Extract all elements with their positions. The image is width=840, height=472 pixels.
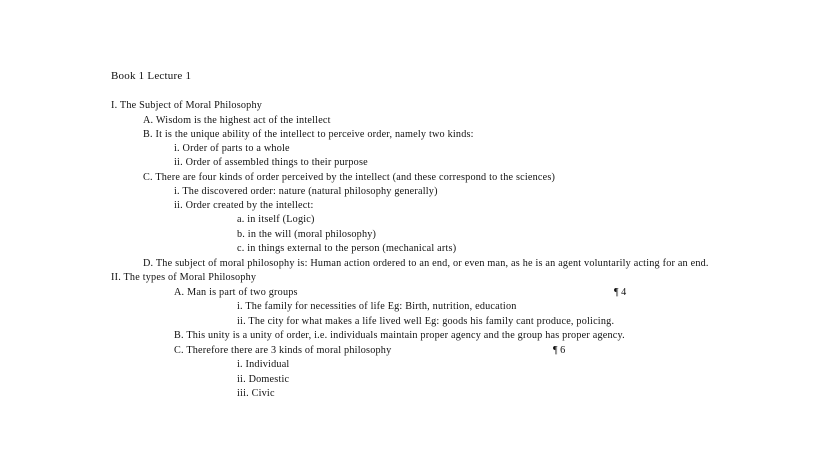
outline-item: ii. Domestic	[237, 374, 290, 385]
outline-item: c. in things external to the person (mechanical arts)	[237, 243, 457, 254]
outline-item: i. Individual	[237, 359, 290, 370]
outline-item: B. This unity is a unity of order, i.e. individuals maintain proper agency and the group has proper agency.	[174, 330, 625, 341]
outline-item: A. Man is part of two groups	[174, 287, 298, 298]
heading-part-1: I. The Subject of Moral Philosophy	[111, 100, 263, 111]
paragraph-mark: ¶ 4	[614, 287, 627, 298]
outline-item: i. The discovered order: nature (natural philosophy generally)	[174, 186, 438, 197]
outline-item: b. in the will (moral philosophy)	[237, 229, 377, 240]
outline-item: i. The family for necessities of life Eg: Birth, nutrition, education	[237, 301, 517, 312]
outline-item: A. Wisdom is the highest act of the intellect	[143, 115, 331, 126]
outline-item: ii. Order of assembled things to their purpose	[174, 157, 368, 168]
outline-item: C. Therefore there are 3 kinds of moral philosophy	[174, 345, 392, 356]
outline-item: C. There are four kinds of order perceived by the intellect (and these correspond to the sciences)	[143, 172, 556, 183]
outline-item: i. Order of parts to a whole	[174, 143, 290, 154]
outline-item: ii. Order created by the intellect:	[174, 200, 314, 211]
heading-part-2: II. The types of Moral Philosophy	[111, 272, 257, 283]
outline-item: ii. The city for what makes a life lived well Eg: goods his family cant produce, policing.	[237, 316, 615, 327]
outline-item: iii. Civic	[237, 388, 275, 399]
page-title: Book 1 Lecture 1	[111, 70, 192, 82]
paragraph-mark: ¶ 6	[553, 345, 566, 356]
outline-item: D. The subject of moral philosophy is: Human action ordered to an end, or even man, as he is an agent voluntarily acting for an end.	[143, 258, 709, 269]
outline-item: B. It is the unique ability of the intellect to perceive order, namely two kinds:	[143, 129, 474, 140]
outline-item: a. in itself (Logic)	[237, 214, 315, 225]
